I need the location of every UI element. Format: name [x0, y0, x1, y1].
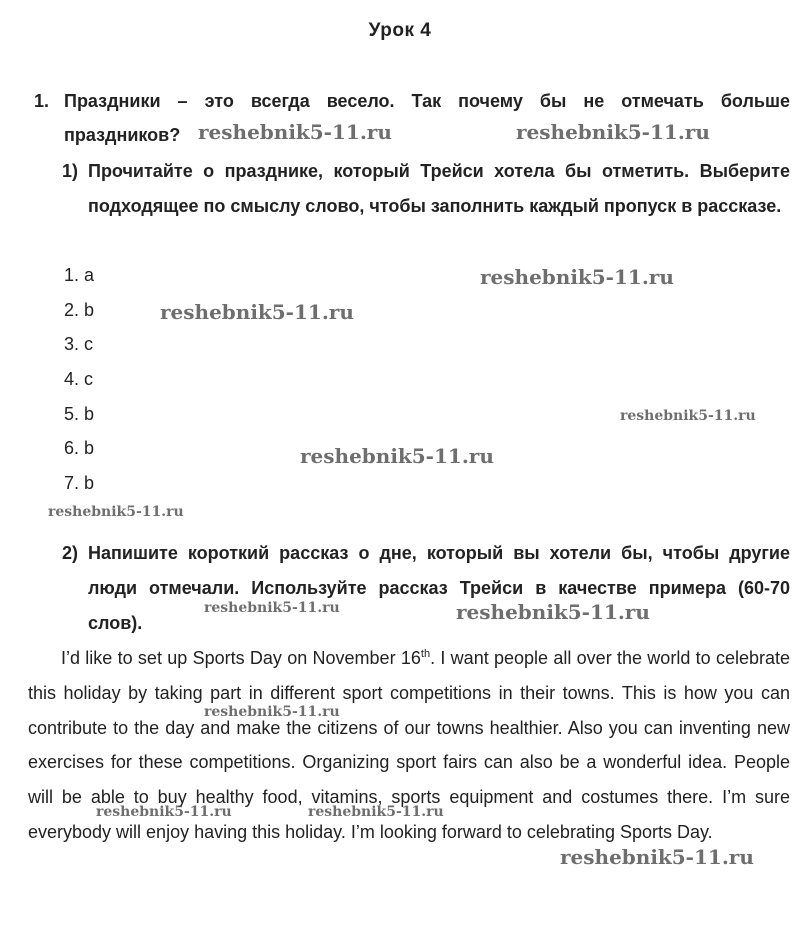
watermark: reshebnik5-11.ru [560, 845, 754, 869]
lesson-title: Урок 4 [368, 20, 432, 41]
story-text-end: . I want people all over the world to celebrate this holiday by taking part in different sport competitions in their towns. This is how you can contribute to the day and make the citizens of our towns healthier. Also you can inventing new exercises for these competitions. Organizing sport fairs can also be a wonderful idea. People will be able to buy healthy food, vitamins, sports equipment and costumes there. I’m sure everybody will enjoy having this holiday. I’m looking forward to celebrating Sports Day. [28, 648, 790, 842]
watermark: reshebnik5-11.ru [620, 408, 756, 424]
subtask-2-number: 2) [62, 543, 79, 563]
answer-item: 5. b [64, 403, 95, 424]
answer-item: 4. c [64, 369, 94, 390]
watermark: reshebnik5-11.ru [300, 444, 494, 468]
task-1-text: Праздники – это всегда весело. Так почему бы не отмечать больше праздников? [64, 91, 790, 145]
watermark: reshebnik5-11.ru [204, 600, 340, 616]
subtask-1-number: 1) [62, 161, 79, 181]
subtask-1 [62, 154, 790, 224]
subtask-2 [62, 536, 790, 641]
answer-item: 7. b [64, 473, 95, 494]
watermark: reshebnik5-11.ru [516, 120, 710, 144]
watermark: reshebnik5-11.ru [456, 600, 650, 624]
answer-item: 6. b [64, 438, 95, 459]
watermark: reshebnik5-11.ru [160, 300, 354, 324]
task-1-number: 1. [34, 91, 50, 111]
answer-item: 3. c [64, 334, 94, 355]
story-superscript: th [420, 648, 431, 660]
subtask-2-text: Напишите короткий рассказ о дне, который вы хотели бы, чтобы другие люди отмечали. Используйте рассказ Трейси в качестве примера (60-70 слов). [88, 543, 790, 633]
answer-item: 1. a [64, 265, 95, 285]
answer-item: 2. b [64, 299, 95, 320]
watermark: reshebnik5-11.ru [48, 504, 184, 520]
watermark: reshebnik5-11.ru [480, 265, 674, 289]
watermark: reshebnik5-11.ru [204, 704, 340, 720]
watermark: reshebnik5-11.ru [198, 120, 392, 144]
answer-list [64, 258, 94, 501]
watermark: reshebnik5-11.ru [308, 804, 444, 820]
story-text-start: I’d like to set up Sports Day on November 16 [61, 648, 421, 668]
subtask-1-text: Прочитайте о празднике, который Трейси хотела бы отметить. Выберите подходящее по смыслу слово, чтобы заполнить каждый пропуск в рассказе. [88, 161, 790, 216]
watermark: reshebnik5-11.ru [96, 804, 232, 820]
